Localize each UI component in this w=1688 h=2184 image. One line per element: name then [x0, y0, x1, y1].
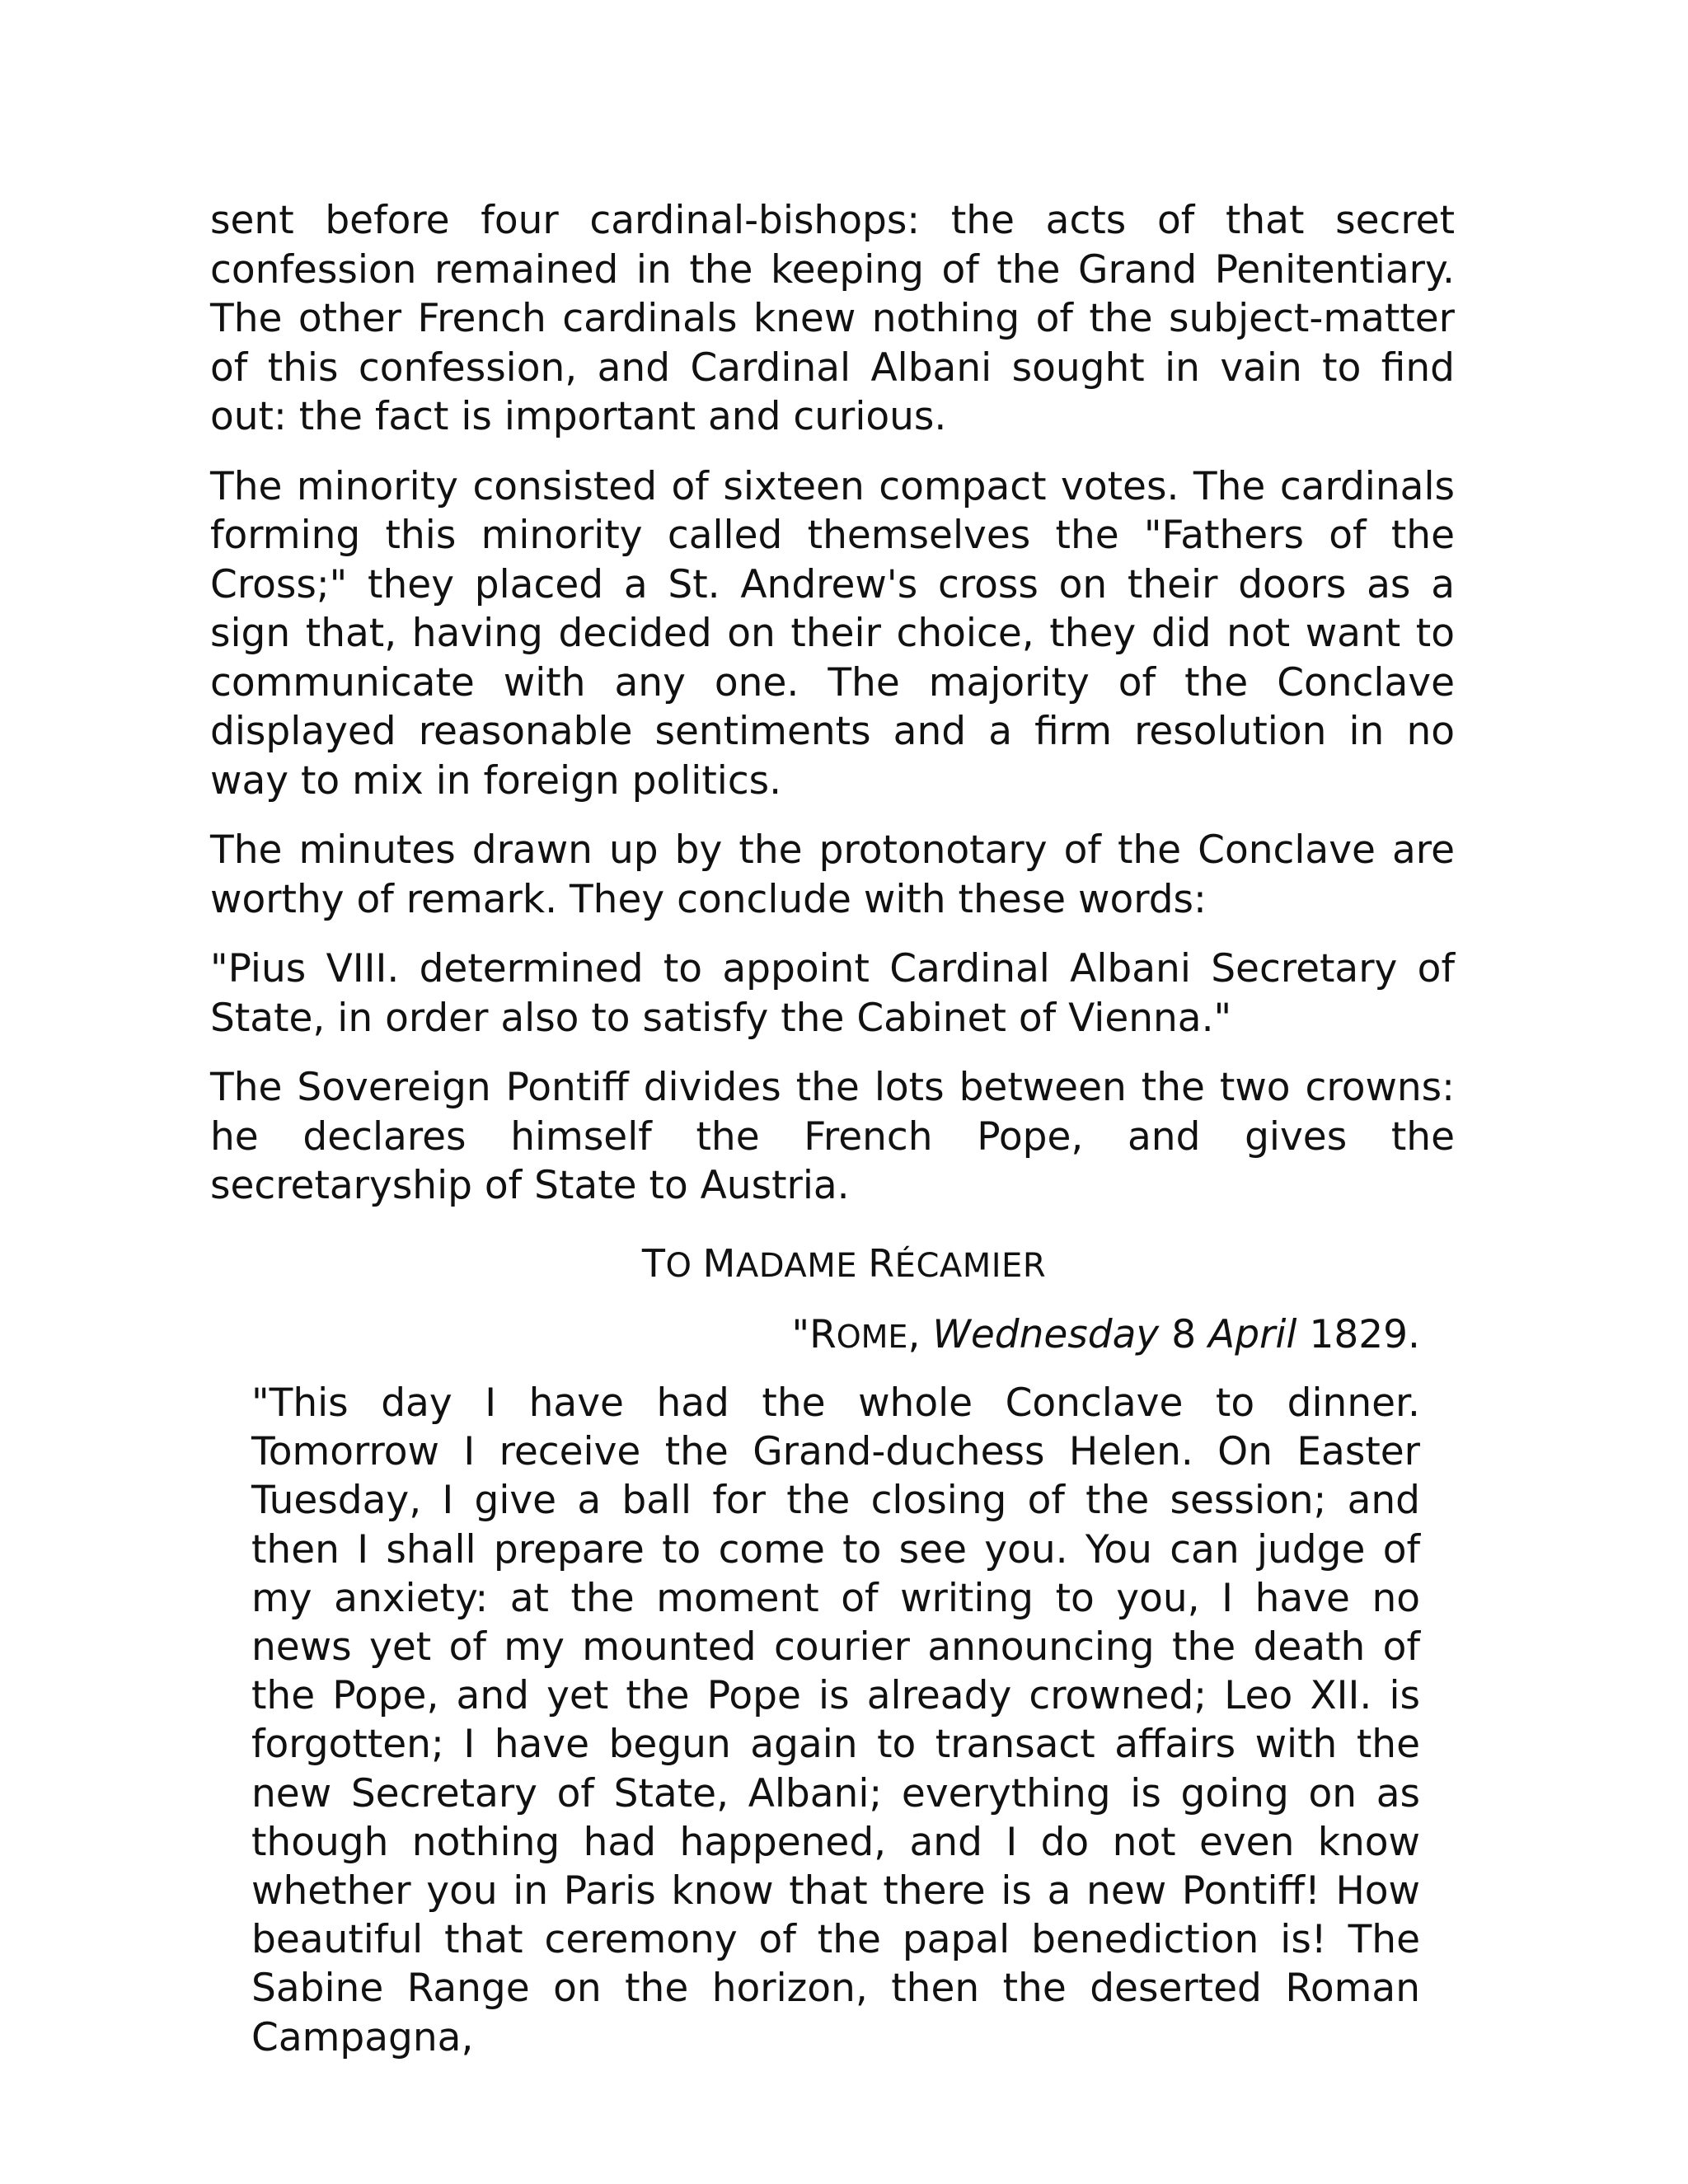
letter-body	[251, 1379, 1420, 2062]
letter-paragraph: "This day I have had the whole Conclave to dinner. Tomorrow I receive the Grand-duchess Helen. On Easter Tuesday, I give a ball for the closing of the session; and then I shall prepare to come to see you. You can judge of my anxiety: at the moment of writing to you, I have no news yet of my mounted courier announcing the death of the Pope, and yet the Pope is already crowned; Leo XII. is forgotten; I have begun again to transact affairs with the new Secretary of State, Albani; everything is going on as though nothing had happened, and I do not even know whether you in Paris know that there is a new Pontiff! How beautiful that ceremony of the papal benediction is! The Sabine Range on the horizon, then the deserted Roman Campagna,	[251, 1380, 1420, 2060]
paragraph-confession: sent before four cardinal-bishops: the acts of that secret confession remained in the keeping of the Grand Penitentiary. The other French cardinals knew nothing of the subject-matter of this confession, and Cardinal Albani sought in vain to find out: the fact is important and curious.	[210, 198, 1455, 439]
letter-dateline: "ROME, Wednesday 8 April 1829.	[791, 1312, 1420, 1357]
letter-heading: TO MADAME RÉCAMIER	[641, 1241, 1047, 1286]
paragraph-pontiff: The Sovereign Pontiff divides the lots between the two crowns: he declares himself the French Pope, and gives the secretaryship of State to Austria.	[210, 1065, 1455, 1208]
paragraph-minority: The minority consisted of sixteen compact votes. The cardinals forming this minority called themselves the "Fathers of the Cross;" they placed a St. Andrew's cross on their doors as a sign that, having decided on their choice, they did not want to communicate with any one. The majority of the Conclave displayed reasonable sentiments and a firm resolution in no way to mix in foreign politics.	[210, 463, 1455, 804]
main-text	[210, 196, 1455, 1231]
paragraph-quote: "Pius VIII. determined to appoint Cardinal Albani Secretary of State, in order also to satisfy the Cabinet of Vienna."	[210, 946, 1455, 1041]
paragraph-minutes: The minutes drawn up by the protonotary of the Conclave are worthy of remark. They conclude with these words:	[210, 827, 1455, 922]
